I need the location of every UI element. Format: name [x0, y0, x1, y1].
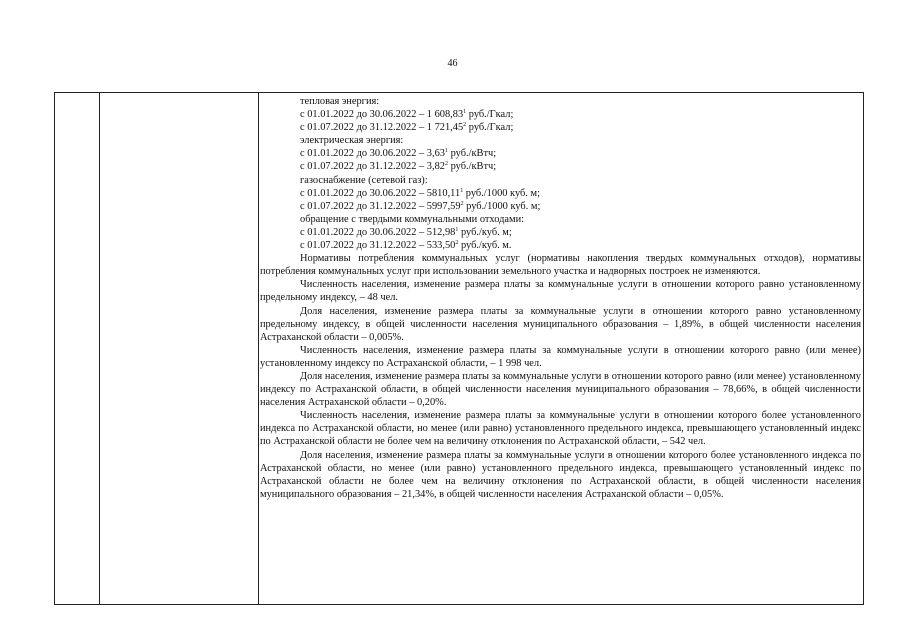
tariff-line: тепловая энергия: — [300, 96, 380, 107]
column-divider-1 — [99, 93, 100, 604]
paragraph-norms: Нормативы потребления коммунальных услуг (нормативы накопления твердых коммунальных отходов), нормативы потребления коммунальных услуг при использовании земельного участка и надворных построек не изменяются. — [260, 253, 861, 278]
page-number: 46 — [447, 58, 458, 69]
paragraph-population-above-index: Численность населения, изменение размера платы за коммунальные услуги в отношении которого более установленного индекса по Астраханской области, но менее (или равно) установленного предельного индекса, превышающего установленный индекс по Астраханской области не более чем на величину отклонения по Астраханской области, – 542 чел. — [260, 410, 861, 448]
content-table — [54, 92, 864, 605]
tariff-line: обращение с твердыми коммунальными отходами: — [300, 213, 525, 225]
tariff-line: с 01.01.2022 до 30.06.2022 – 512,98$^1$ руб./куб. м; — [300, 226, 512, 238]
paragraph-population-index: Численность населения, изменение размера платы за коммунальные услуги в отношении которого равно (или менее) установленному индексу по Астраханской области, – 1 998 чел. — [260, 344, 861, 369]
tariff-line: с 01.01.2022 до 30.06.2022 – 3,63$^1$ руб./кВтч; — [300, 148, 497, 160]
tariff-line: газоснабжение (сетевой газ): — [300, 174, 428, 186]
tariff-line: с 01.01.2022 до 30.06.2022 – 1 608,83$^1$ руб./Гкал; — [300, 109, 514, 121]
text-cell — [260, 95, 861, 501]
tariff-line: с 01.07.2022 до 31.12.2022 – 1 721,45$^2$ руб./Гкал; — [300, 122, 514, 134]
tariff-line: с 01.01.2022 до 30.06.2022 – 5810,11$^1$ руб./1000 куб. м; — [300, 187, 540, 199]
paragraph-share-above-index: Доля населения, изменение размера платы за коммунальные услуги в отношении которого более установленного индекса по Астраханской области, но менее (или равно) установленного предельного индекса, превышающего установленный индекс по Астраханской области не более чем на величину отклонения по Астраханской области, в общей численности населения муниципального образования – 21,34%, в общей численности населения Астраханской области – 0,05%. — [260, 449, 861, 500]
tariff-list — [260, 95, 861, 252]
paragraph-share-index: Доля населения, изменение размера платы за коммунальные услуги в отношении которого равно (или менее) установленному индексу по Астраханской области, в общей численности населения муниципального образования – 78,66%, в общей численности населения Астраханской области – 0,20%. — [260, 370, 861, 409]
tariff-line: электрическая энергия: — [300, 135, 404, 147]
tariff-line: с 01.07.2022 до 31.12.2022 – 3,82$^2$ руб./кВтч; — [300, 161, 497, 173]
tariff-line: с 01.07.2022 до 31.12.2022 – 5997,59$^2$ руб./1000 куб. м; — [300, 200, 541, 212]
tariff-line: с 01.07.2022 до 31.12.2022 – 533,50$^2$ руб./куб. м. — [300, 240, 512, 252]
paragraph-population-limit: Численность населения, изменение размера платы за коммунальные услуги в отношении которого равно установленному предельному индексу, – 48 чел. — [260, 279, 861, 304]
paragraph-share-limit: Доля населения, изменение размера платы за коммунальные услуги в отношении которого равно установленному предельному индексу, в общей численности населения муниципального образования – 1,89%, в общей численности населения Астраханской области – 0,005%. — [260, 305, 861, 343]
column-divider-2 — [258, 93, 259, 604]
